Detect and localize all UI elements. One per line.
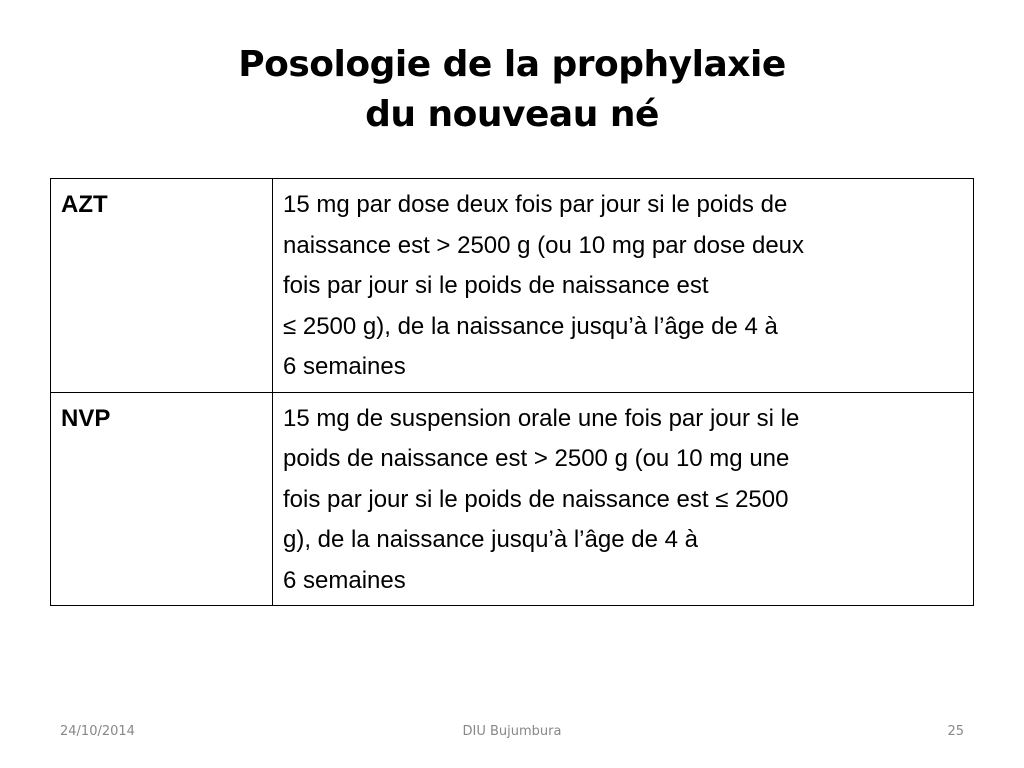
drug-name-cell: AZT [51, 179, 273, 393]
table-row-nvp [51, 392, 974, 606]
footer-event: DIU Bujumbura [462, 724, 562, 739]
footer-page-number: 25 [947, 724, 964, 739]
drug-name-cell: NVP [51, 392, 273, 606]
dosage-table [50, 178, 974, 606]
dosage-description-cell: 15 mg de suspension orale une fois par jour si le poids de naissance est > 2500 g (ou 10 mg une fois par jour si le poids de naissance est ≤ 2500 g), de la naissance jusqu’à l’âge de 4 à 6 semaines [273, 392, 974, 606]
slide-title [0, 40, 1024, 140]
dosage-description-cell: 15 mg par dose deux fois par jour si le poids de naissance est > 2500 g (ou 10 mg par dose deux fois par jour si le poids de naissance est ≤ 2500 g), de la naissance jusqu’à l’âge de 4 à 6 semaines [273, 179, 974, 393]
table-row-azt [51, 179, 974, 393]
footer-date: 24/10/2014 [60, 724, 135, 739]
slide-title-line-2: du nouveau né [365, 94, 659, 135]
slide-title-line-1: Posologie de la prophylaxie [238, 44, 786, 85]
